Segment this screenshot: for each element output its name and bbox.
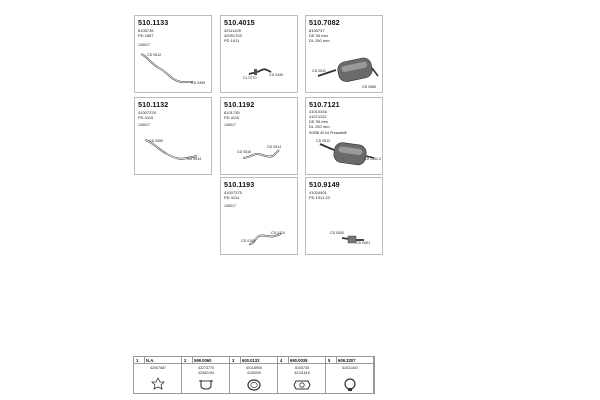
- accessory-part: N.A.: [146, 358, 155, 363]
- ref-number: 8105737: [309, 28, 325, 33]
- ref-number: PD 1911.23: [309, 195, 330, 200]
- fitting-label: CD 0514: [267, 145, 282, 149]
- ref-number: 42091703: [224, 33, 242, 38]
- part-note: 145017: [224, 123, 236, 127]
- part-number: 510.7121: [309, 100, 340, 109]
- accessory-cell[interactable]: [182, 357, 230, 393]
- ref-number: DE 55 mm: [309, 119, 328, 124]
- part-number: 510.9149: [309, 180, 340, 189]
- fitting-label: CD 0440: [269, 73, 284, 77]
- ref-number: PD 4115: [138, 115, 154, 120]
- part-number: 510.1133: [138, 18, 169, 27]
- exhaust-pipe-drawing: [221, 98, 298, 175]
- fitting-label: CD 0050: [149, 139, 164, 143]
- accessory-part: 609.3207: [338, 358, 356, 363]
- accessory-ref: 8105735: [295, 366, 309, 370]
- accessory-index: 4: [280, 358, 283, 363]
- fitting-label: CD 0585: [362, 85, 377, 89]
- accessory-strip: [133, 356, 375, 394]
- ref-number: 41071122: [309, 114, 327, 119]
- accessory-index: 1: [136, 358, 139, 363]
- fitting-label: CD 0110: [271, 231, 285, 235]
- accessory-index: 5: [328, 358, 331, 363]
- accessory-ref: 41021401: [342, 366, 358, 370]
- ref-number: DL 250 mm: [309, 38, 330, 43]
- fitting-label: CD 0103: [241, 239, 256, 243]
- part-number: 510.1132: [138, 100, 169, 109]
- accessory-index: 3: [232, 358, 235, 363]
- fitting-label: CD 0001: [356, 241, 371, 245]
- accessory-ref: 40118900: [246, 366, 262, 370]
- ref-number: 8101735: [224, 110, 240, 115]
- index-separator: [336, 357, 337, 363]
- part-card[interactable]: [134, 15, 212, 93]
- part-card[interactable]: [305, 15, 383, 93]
- part-number: 510.1193: [224, 180, 255, 189]
- part-number: 510.7082: [309, 18, 340, 27]
- ref-number: PD 1911: [224, 38, 240, 43]
- accessory-index: 2: [184, 358, 187, 363]
- part-note: SOBB 40 04 Pressabilit: [309, 131, 347, 135]
- part-note: 145017: [138, 43, 150, 47]
- ref-number: DE 55 mm: [309, 33, 328, 38]
- exhaust-pipe-drawing: [135, 16, 212, 93]
- part-card[interactable]: [220, 97, 298, 175]
- accessory-ref: 42082194: [198, 370, 214, 375]
- part-card[interactable]: [134, 97, 212, 175]
- index-separator: [288, 357, 289, 363]
- ref-number: 41007375: [224, 190, 242, 195]
- flange-icon: [278, 357, 326, 393]
- accessory-ref: 42273770: [198, 366, 214, 370]
- fitting-label: CD 0511: [312, 69, 326, 73]
- part-card[interactable]: [220, 15, 298, 93]
- fitting-label: CD 0510: [237, 150, 252, 154]
- ref-number: DL 250 mm: [309, 124, 330, 129]
- exhaust-pipe-drawing: [135, 98, 212, 175]
- ref-number: PD 1857: [138, 33, 154, 38]
- accessory-cell[interactable]: [134, 357, 182, 393]
- fitting-label: CD 2102.2: [364, 157, 382, 161]
- accessory-ref: 42111616: [294, 370, 310, 375]
- part-note: 145017: [138, 123, 150, 127]
- ref-number: PD 4114: [224, 195, 240, 200]
- tailpipe-drawing: [306, 178, 383, 255]
- muffler-drawing: [306, 16, 383, 93]
- fitting-label: CD 0512: [316, 139, 331, 143]
- accessory-cell[interactable]: [326, 357, 374, 393]
- part-note: 145017: [224, 204, 236, 208]
- fitting-label: CD 0514: [187, 157, 202, 161]
- ref-number: 41010346: [309, 109, 327, 114]
- fitting-label: CD 0495: [191, 81, 206, 85]
- fitting-label: CD 0512: [147, 53, 162, 57]
- accessory-part: 600.0133: [242, 358, 260, 363]
- fitting-label: CL 0770: [243, 76, 257, 80]
- part-card[interactable]: [305, 177, 383, 255]
- ref-number: 41007378: [138, 110, 156, 115]
- accessory-cell[interactable]: [278, 357, 326, 393]
- ref-number: 41024401: [309, 190, 327, 195]
- exhaust-pipe-drawing: [221, 16, 298, 93]
- fitting-label: CD 0000: [330, 231, 345, 235]
- index-separator: [192, 357, 193, 363]
- accessory-part: 599.0060: [194, 358, 212, 363]
- star-clamp-icon: [134, 357, 182, 393]
- gasket-ring-icon: [230, 357, 278, 393]
- ref-number: 8105736: [138, 28, 154, 33]
- part-card[interactable]: [305, 97, 383, 175]
- index-separator: [240, 357, 241, 363]
- part-number: 510.1192: [224, 100, 255, 109]
- u-clamp-icon: [182, 357, 230, 393]
- accessory-part: 690.0039: [290, 358, 308, 363]
- clamp-ring-icon: [326, 357, 374, 393]
- accessory-ref: 42007587: [150, 366, 166, 370]
- muffler-drawing: [306, 98, 383, 175]
- ref-number: 42111109: [224, 28, 241, 33]
- part-number: 510.4015: [224, 18, 255, 27]
- accessory-ref: 4100009: [247, 370, 261, 375]
- exhaust-pipe-drawing: [221, 178, 298, 255]
- accessory-cell[interactable]: [230, 357, 278, 393]
- index-separator: [144, 357, 145, 363]
- part-card[interactable]: [220, 177, 298, 255]
- ref-number: PD 4110: [224, 115, 240, 120]
